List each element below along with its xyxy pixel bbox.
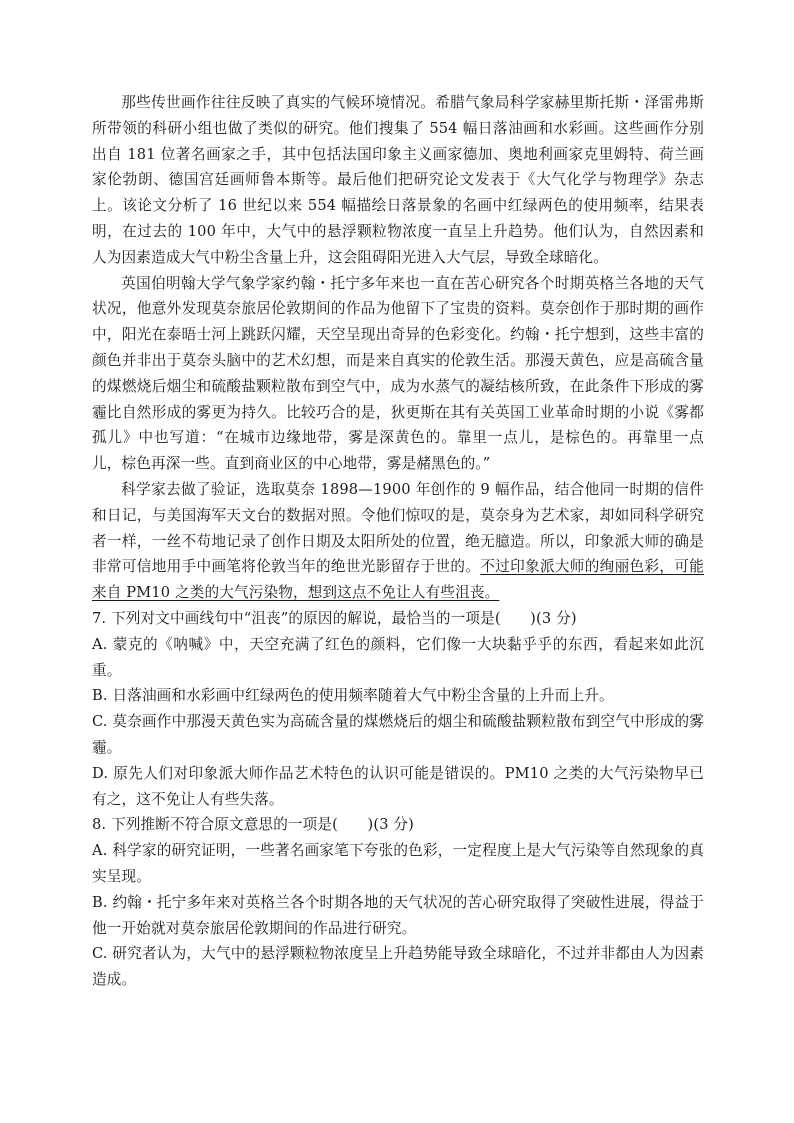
question-7-option-c: C. 莫奈画作中那漫天黄色实为高硫含量的煤燃烧后的烟尘和硫酸盐颗粒散布到空气中形成的雾霾。 (92, 713, 704, 756)
paragraph-2: 英国伯明翰大学气象学家约翰・托宁多年来也一直在苦心研究各个时期英格兰各地的天气状况，他意外发现莫奈旅居伦敦期间的作品为他留下了宝贵的资料。莫奈创作于那时期的画作中，阳光在泰晤士河上跳跃闪耀，天空呈现出奇异的色彩变化。约翰・托宁想到，这些丰富的颜色并非出于莫奈头脑中的艺术幻想，而是来自真实的伦敦生活。那漫天黄色，应是高硫含量的煤燃烧后烟尘和硫酸盐颗粒散布到空气中，成为水蒸气的凝结核所致，在此条件下形成的雾霾比自然形成的雾更为持久。比较巧合的是，狄更斯在其有关英国工业革命时期的小说《雾都孤儿》中也写道：“在城市边缘地带，雾是深黄色的。靠里一点儿，是棕色的。再靠里一点儿，棕色再深一些。直到商业区的中心地带，雾是赭黑色的。” (92, 274, 704, 473)
question-8-option-a: A. 科学家的研究证明，一些著名画家笔下夸张的色彩，一定程度上是大气污染等自然现象的真实呈现。 (92, 842, 704, 885)
paragraph-1: 那些传世画作往往反映了真实的气候环境情况。希腊气象局科学家赫里斯托斯・泽雷弗斯所带领的科研小组也做了类似的研究。他们搜集了 554 幅日落油画和水彩画。这些画作分别出自 181 位著名画家之手，其中包括法国印象主义画家德加、奥地利画家克里姆特、荷兰画家伦勃朗、德国宫廷画师鲁本斯等。最后他们把研究论文发表于《大气化学与物理学》杂志上。该论文分析了 16 世纪以来 554 幅描绘日落景象的名画中红绿两色的使用频率，结果表明，在过去的 100 年中，大气中的悬浮颗粒物浓度一直呈上升趋势。他们认为，自然因素和人为因素造成大气中粉尘含量上升，这会阻碍阳光进入大气层，导致全球暗化。 (92, 94, 704, 266)
question-7-option-d: D. 原先人们对印象派大师作品艺术特色的认识可能是错误的。PM10 之类的大气污染物早已有之，这不免让人有些失落。 (92, 764, 704, 808)
question-7-option-b: B. 日落油画和水彩画中红绿两色的使用频率随着大气中粉尘含量的上升而上升。 (92, 687, 614, 705)
question-8-option-c: C. 研究者认为，大气中的悬浮颗粒物浓度呈上升趋势能导致全球暗化，不过并非都由人为因素造成。 (92, 945, 704, 989)
question-8-stem: 8. 下列推断不符合原文意思的一项是( )(3 分) (92, 816, 414, 834)
paragraph-3 (92, 477, 704, 606)
question-7-option-a: A. 蒙克的《呐喊》中，天空充满了红色的颜料，它们像一大块黏乎乎的东西，看起来如此沉重。 (92, 635, 704, 679)
underlined-sentence: 不过印象派大师的绚丽色彩，可能来自 PM10 之类的大气污染物，想到这点不免让人有些沮丧。 (92, 558, 704, 602)
paragraph-3-text: 科学家去做了验证，选取莫奈 1898—1900 年创作的 9 幅作品，结合他同一时期的信件和日记，与美国海军天文台的数据对照。令他们惊叹的是，莫奈身为艺术家，却如同科学研究者一样，一丝不苟地记录了创作日期及太阳所处的位置，绝无臆造。所以，印象派大师的确是非常可信地用手中画笔将伦敦当年的绝世光影留存于世的。 (92, 480, 704, 576)
document-page (92, 90, 704, 993)
question-7-stem: 7. 下列对文中画线句中“沮丧”的原因的解说，最恰当的一项是( )(3 分) (92, 609, 577, 627)
question-8-option-b: B. 约翰・托宁多年来对英格兰各个时期各地的天气状况的苦心研究取得了突破性进展，得益于他一开始就对莫奈旅居伦敦期间的作品进行研究。 (92, 893, 704, 937)
